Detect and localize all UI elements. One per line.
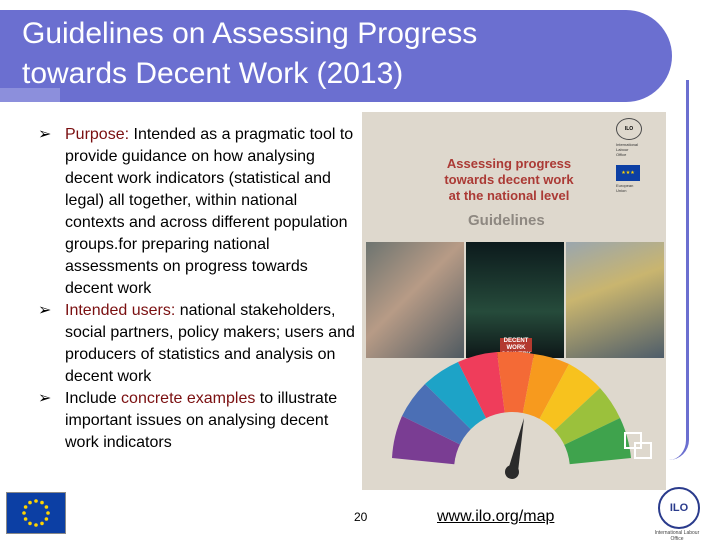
- cover-title: Assessing progress towards decent work at the national level: [444, 156, 574, 203]
- arrow-bullet-icon: ➢: [38, 390, 52, 407]
- cover-photo-plant: [466, 242, 564, 358]
- bullet-prefix: Include: [65, 390, 122, 407]
- ilo-mini-label: International Labour Office: [616, 142, 639, 157]
- decent-work-gauge-graphic: [362, 352, 666, 490]
- cover-photo-workers: [366, 242, 464, 358]
- ilo-mini-logo-icon: ILO: [616, 118, 642, 140]
- bullet-text: to illustrate important issues on analysing decent work indicators: [65, 390, 338, 451]
- slide-frame: [666, 80, 689, 460]
- cover-badge: DECENT WORK: [500, 338, 532, 352]
- eu-flag-logo: [6, 492, 66, 534]
- eu-mini-label: European Union: [616, 183, 634, 193]
- bullet-examples: [38, 388, 360, 454]
- bullet-list: [38, 124, 360, 454]
- bullet-label: Intended users:: [65, 302, 176, 319]
- ilo-emblem-icon: ILO: [658, 487, 700, 529]
- slide-title: Guidelines on Assessing Progress towards Decent Work (2013): [22, 17, 478, 90]
- cover-logos: [616, 118, 656, 193]
- arrow-bullet-icon: ➢: [38, 126, 52, 143]
- cover-photo-group: [566, 242, 664, 358]
- bullet-text: national stakeholders, social partners, policy makers; users and producers of statistics and analysis on decent work: [65, 302, 355, 385]
- page-number: 20: [354, 510, 368, 524]
- bullet-text: Intended as a pragmatic tool to provide guidance on how analysing decent work indicators (statistical and legal) all together, within national contexts and across different population groups.for preparing national assessments on progress towards decent work: [65, 126, 354, 297]
- eu-mini-flag-icon: ★★★: [616, 165, 640, 181]
- arrow-bullet-icon: ➢: [38, 302, 52, 319]
- ilo-caption: International Labour Office: [654, 530, 700, 542]
- bullet-label: Purpose:: [65, 126, 130, 143]
- eu-stars-icon: [7, 493, 65, 533]
- bullet-intended-users: [38, 300, 360, 388]
- website-link[interactable]: www.ilo.org/map: [437, 508, 555, 525]
- deco-square: [634, 442, 652, 459]
- bullet-label: concrete examples: [121, 390, 256, 407]
- cover-subtitle: Guidelines: [468, 212, 545, 229]
- bullet-purpose: [38, 124, 360, 300]
- guidelines-cover-image: [362, 112, 666, 490]
- ilo-logo: [650, 487, 704, 542]
